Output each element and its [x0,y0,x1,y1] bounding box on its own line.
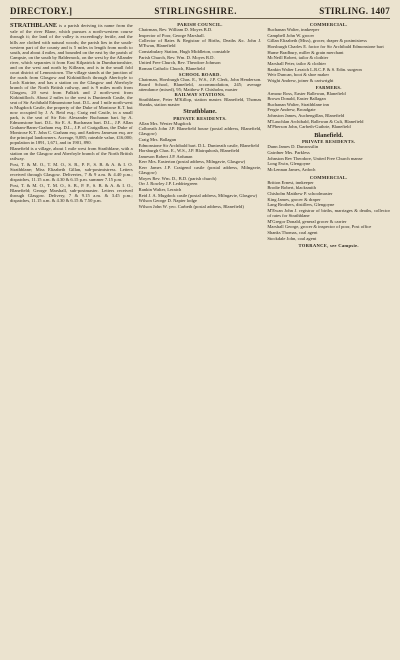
resident-item: Edmonstone Sir Archibald bart. D.L. Duntreath castle, Blanefield [138,142,259,148]
commercial-item: Campbell John W. grocer [267,32,315,38]
commercial-item: Hume Bradbury, miller & grain merchant [267,49,344,55]
commercial-item: Shanks Thomas, coal agent [267,229,318,235]
strathblane-subheading: Strathblane. [183,108,217,116]
header-right: STIRLING. 1407 [319,6,390,16]
commercial-item: Britton Ernest, innkeeper [267,179,314,185]
resident-item: Moyes Rev. Wm. D., B.D. (parish church) [138,175,217,181]
right-column [267,22,390,248]
resident-item: Kerr Mrs. Easterton (postal address, Milngavie, Glasgow) [138,159,246,165]
commercial-item: Marshall Peter, tailor & clothier [267,60,326,66]
blanefield-subheading: Blanefield. [314,131,344,139]
farmers-heading: FARMERS. [315,85,342,91]
commercial-heading-2: COMMERCIAL. [309,174,348,180]
commercial-item: Wright Andrew, joiner & cartwright [267,77,334,83]
header-rule [10,18,390,19]
commercial-item: M'Gregor Donald, general grocer & carrier [267,218,347,224]
commercial-item: Lang Brothers, distillers, Glengoyne [267,202,335,208]
commercial-item: King James, grocer & draper [267,196,321,202]
commercial-item: M'Ewan John J. registrar of births, marriages & deaths, collector of rates for Strathblane [267,207,391,218]
private-residents-heading: PRIVATE RESIDENTS. [173,115,227,121]
resident-item: Gairdner Mrs. Parkless [267,150,310,156]
farmer-item: Armour Ross, Easter Ballewan, Blanefield [267,90,346,96]
commercial-item: Stockdale John, coal agent [267,235,317,241]
commercial-item: Chisholm Matthew P. schoolmaster [267,190,333,196]
commercial-item: Horsburgh Charles E. factor for Sir Archibald Edmonstone bart [267,43,384,49]
strathblane-intro [10,22,133,145]
resident-item: Allan Mrs. Wester Mugdock [138,120,192,126]
resident-item: Horsburgh Chas. E., W.S., J.P. Blairquhosh, Blanefield [138,148,240,154]
page-header [10,6,390,16]
resident-item: Kerr James J.P. Craigend castle (postal address, Milngavie, Glasgow) [138,165,262,176]
church-item: United Free Church, Rev. Theodore Johnson [138,60,221,66]
commercial-item: Buchanan Walter, innkeeper [267,27,320,33]
farmer-item: M'Pherson John, Carbeth-Guthrie, Blanefield [267,124,351,130]
resident-item: McLennan James, Ardoch [267,167,316,172]
left-column [10,22,133,248]
blanefield-post-office: Post, T. & M. O., T. M. O., S. B., P. P., S. B. & A. & I. O., Blanefield; George Marshall, sub-postmaster. Letters received through Glasgow. Delivery, 7 & 9.15 a.m. & 3.45 p.m.; dispatches, 11.15 a.m. & 4.30 & 6.15 & 7.50 p.m. [10,182,133,203]
resident-item: Colbreath John J.P. Blanefield house (postal address, Blanefield, Glasgow) [138,126,262,137]
private-residents-heading-2: PRIVATE RESIDENTS. [301,139,356,145]
resident-item: Rankin Walter, Leraich [138,187,182,193]
parish-council-item: Collector of Rates & Registrar of Births, Deaths &c. John J. M'Ewan, Blanefield [138,38,262,49]
strathblane-intro-text: is a parish deriving its name from the vale of the river Blane, which pursues a north-western course through it; the land of the valley is exceedingly fertile, and the hills are clothed with natural woods; the parish lies in the south-western part of the county and is 5 miles in length from north to south, and about 4 miles, and bounded on the east by the parish of Campsie, on the south by Baldernock, on the west by the Allander river, which separates it from East Kilpatrick in Dumbartonshire, and on the west and north by Killearn, and is in the small fold court district of Lennoxtown. The village stands at the junction of the roads from Glasgow and Kirkintilloch through Aberfoyle to Loch Katrine, and has a station on the Glasgow and Aberfoyle branch of the North British railway, and is 9 miles north from Glasgow, 20 west from Falkirk and 2 north-west from Kirkintilloch. About 2 miles to the west is Duntreath Castle, the seat of Sir Archibald Edmonstone bart. D.L. and 1 mile north-west is Mugdock Castle, the property of the Duke of Montrose K.T. but now occupied by J. A. Reid esq.; Craig end Castle, in a small park, is the seat of Sir Eric Alexander Buchanan bart. by A. Edmonstone bart. D.L. Sir E. A. Buchanan bart. D.L., J.P. Allan Graham-Barns-Graham esq. D.L., J.P. of Craigallian, the Duke of Montrose K.T. John C. Graham esq. and Andrew Jameson esq. are the principal landowners. Acreage, 9,085; rateable value, £16,000; population in 1891, 1,671, and in 1901, 890. [10,23,133,146]
commercial-item: Marshall George, grocer & inspector of poor, Post office [267,224,372,230]
farmer-item: Buchanan Walter, Strathblane inn [267,101,329,107]
resident-item: Craig Mrs. Ballagan [138,136,177,142]
church-item: Parish Church, Rev. Wm. D. Moyes B.D. [138,54,215,60]
farmer-item: M'Lauchlan Archibald, Ballewan & Cult, Blanefield [267,118,364,124]
commercial-item: McNeill Robert, tailor & clothier [267,55,329,61]
header-left: DIRECTORY.] [10,6,73,16]
school-board: Chairman, Horsburgh Chas. E., W.S., J.P. Clerk, John Henderson. Board School, Blanefield, accommodation, 245; average attendance (mixed), 95; Matthew P. Chisholm, master [138,76,262,92]
commercial-item: Rankin Walter Leraich L.R.C.P. & S. Edin. surgeon [267,66,362,72]
resident-item: Johnston Rev Theodore, United Free Church manse [267,155,363,161]
constabulary: Constabulary Station, Hugh Middleton, constable [138,49,230,55]
blanefield-paragraph: Blanefield is a village, about 1 mile west from Strathblane, with a station on the Glasgow and Aberfoyle branch of the North British railway. [10,146,133,162]
resident-item: Orr J. Rowley J.P. Leddriegreen [138,181,198,187]
commercial-item: Brodie Robert, blacksmith [267,185,316,191]
farmer-item: Johnston James, Auchengillan, Blanefield [267,113,345,119]
church-item: Roman Catholic Church, Blanefield [138,65,205,71]
middle-column [139,22,262,248]
torrance-cross-reference: TORRANCE, see Campsie. [298,243,359,249]
strathblane-post-office: Post, T. & M. O., T. M. O., S. B., P. P., S. B. & A. & I. O. Strathblane; Miss Elizabeth Gillan, sub-postmistress. Letters received through Glasgow. Deliveries, 7 & 9 a.m. & 4.40 p.m.; dispatches, 11.15 a.m. & 4.30 & 6.15 p.m. summer 7.15 p.m. [10,161,133,182]
railway-heading: RAILWAY STATIONS. [174,92,226,98]
resident-item: Jameson Robert J.P. Ardunan [138,153,193,159]
railway-stations: Strathblane, Peter M'Killop, station master. Blanefield, Thomas Shanks, station master [138,97,262,108]
header-title: STIRLINGSHIRE. [154,6,238,16]
commercial-item: Weir Duncan, boot & shoe maker [267,72,329,78]
commercial-item: Gillan Elizabeth (Miss), grocer, draper & postmistress [267,38,367,44]
commercial-heading: COMMERCIAL. [309,22,348,27]
strathblane-heading: STRATHBLANE [10,22,58,29]
parish-council-heading: PARISH COUNCIL. [177,22,223,27]
resident-item: Reid J. A. Mugdock castle (postal address, Milngavie, Glasgow) [138,192,258,198]
columns [10,22,390,248]
resident-item: Dunn James D. Dunrossilin [267,144,319,150]
farmer-item: Fergie Andrew, Broadgate [267,107,316,113]
resident-item: Long Ewin, Glengoyne [267,161,311,167]
resident-item: Wilson George D. Napier lodge [138,198,197,204]
resident-item: Wilson John W. yeo. Carbeth (postal address, Blanefield) [138,203,244,209]
parish-council-item: Inspector of Poor, George Marshall. [138,32,205,38]
school-board-heading: SCHOOL BOARD. [178,71,222,77]
parish-council-item: Chairman, Rev. William D. Moyes B.D. [138,27,213,33]
farmer-item: Brown Donald, Easter Ballagan [267,96,326,102]
